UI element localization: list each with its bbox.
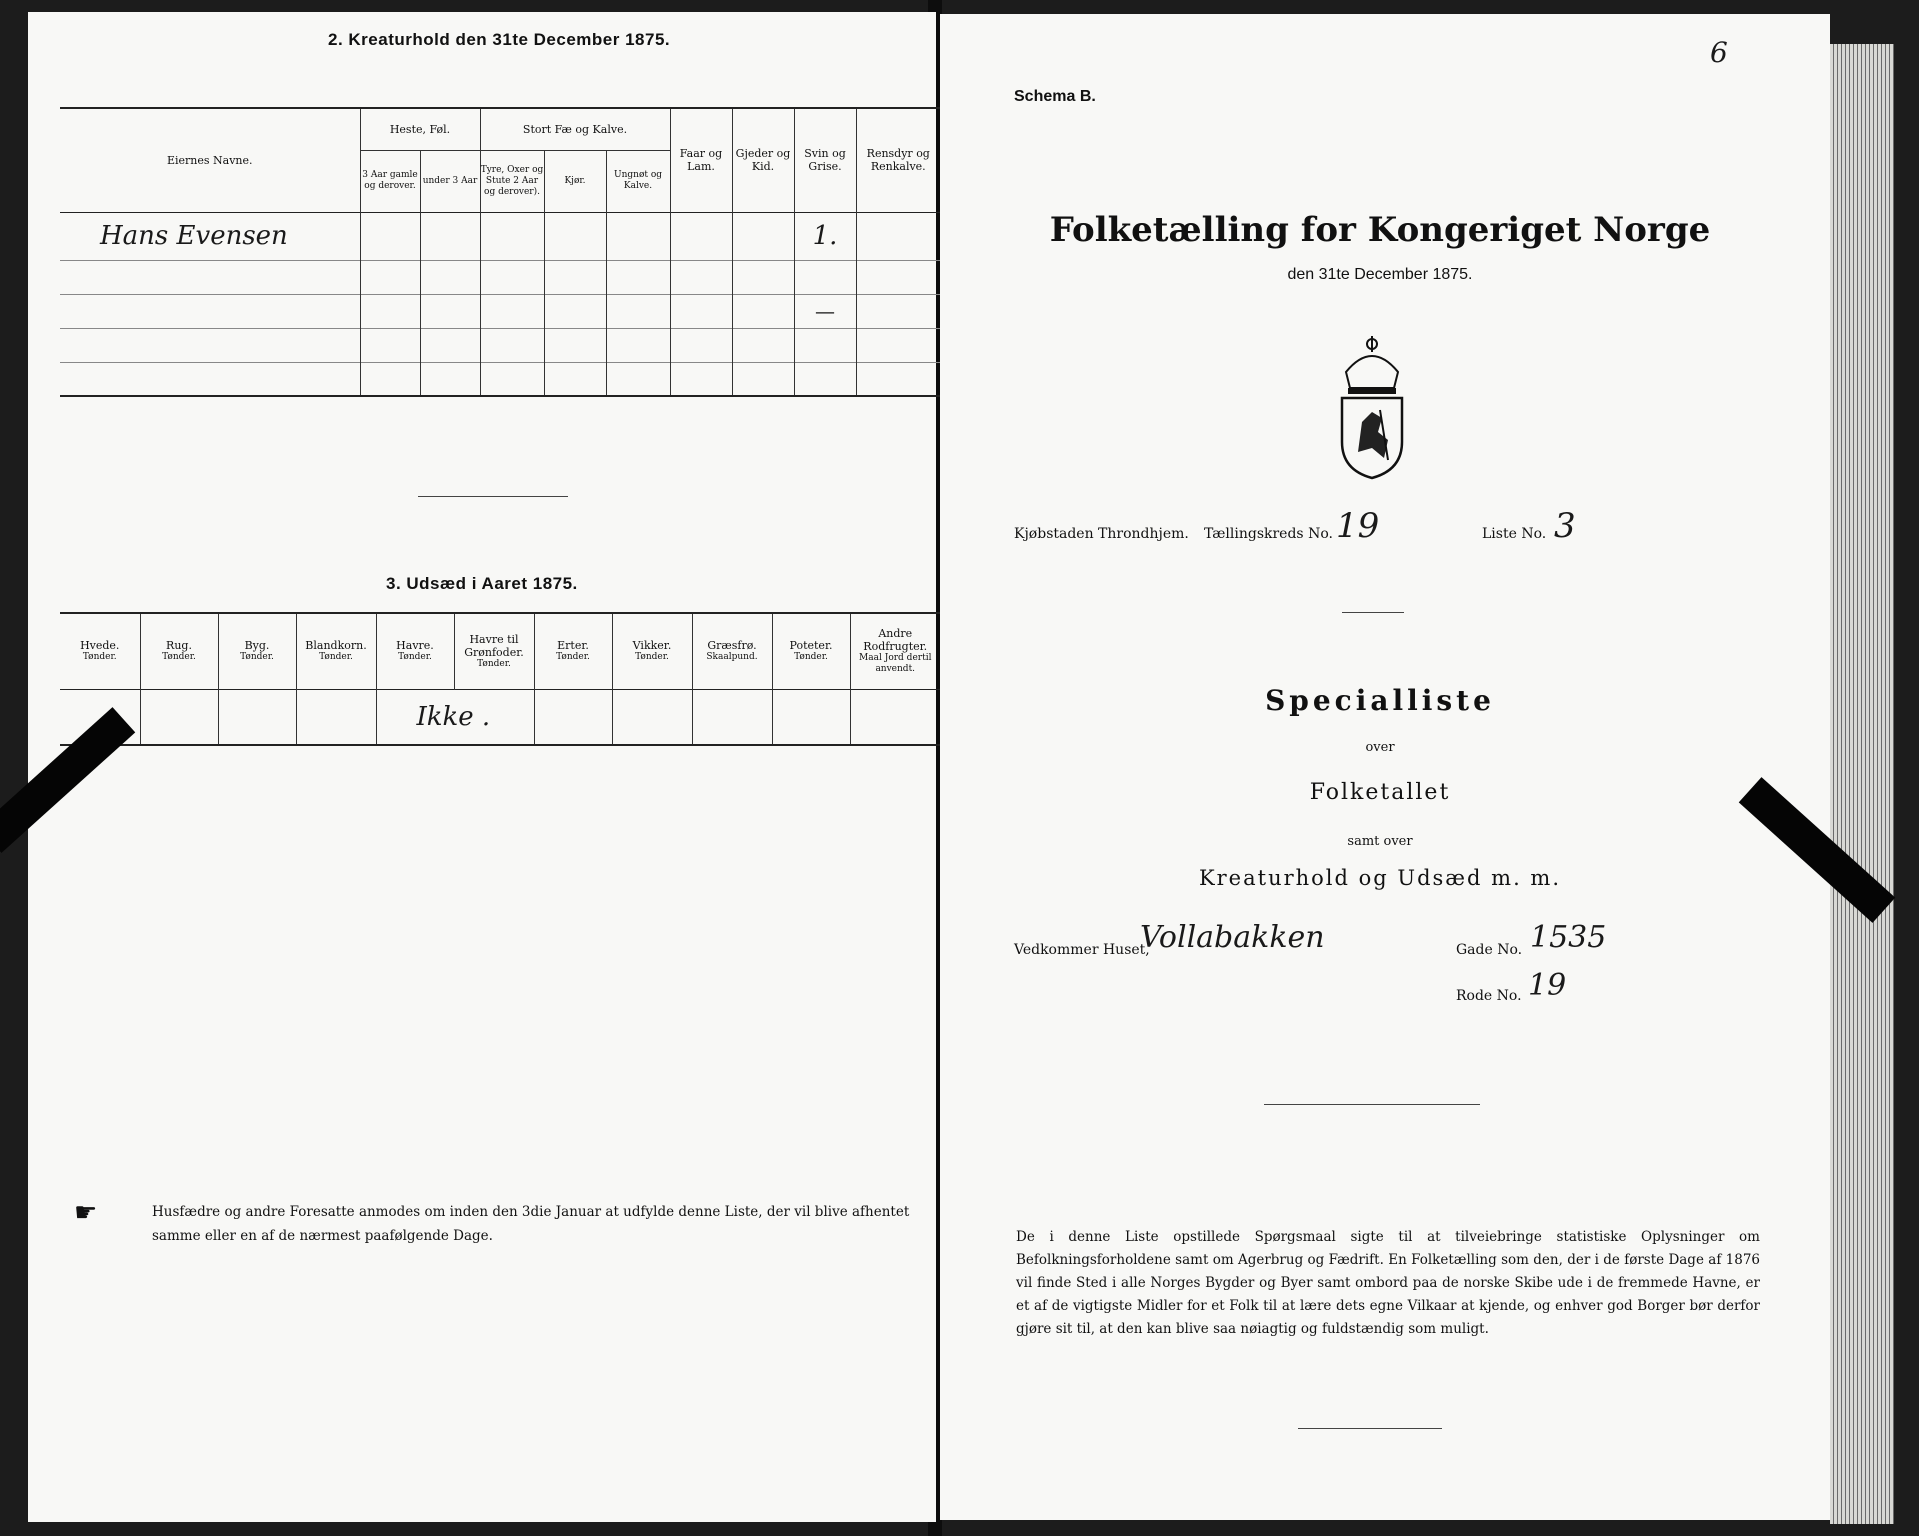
page-edges [1830,44,1894,1524]
schema-label: Schema B. [1014,88,1096,105]
col-poteter: Poteter. Tønder. [772,613,850,689]
specialliste-heading: Specialliste [1265,684,1495,717]
col-faar: Faar og Lam. [670,108,732,212]
left-page [28,12,936,1522]
vedkommer-value: Vollabakken [1140,920,1325,955]
over-label: over [1365,740,1395,755]
right-page [940,14,1830,1520]
intro-paragraph: De i denne Liste opstillede Spørgsmaal sigte til at tilveiebringe statistiske Oplysninger om Befolkningsforholdene samt om Agerbrug og Fædrift. En Folketælling som den, der i de første Dage af 1876 vil finde Sted i alle Norges Bygder og Byer samt ombord paa de norske Skibe ude i de fremmede Havne, er et af de vigtigste Midler for et Folk til at lære dets egne Vilkaar at kjende, og enhver god Borger bør derfor gjøre sit til, at den kan blive saa nøiagtig og fuldstændig som muligt. [1016,1229,1760,1337]
kjobstaden-label: Kjøbstaden Throndhjem. [1014,526,1189,542]
liste-label: Liste No. [1482,526,1547,542]
seed-table [60,612,940,746]
rode-label: Rode No. [1456,988,1522,1004]
gade-value: 1535 [1530,920,1607,955]
col-tyre: Tyre, Oxer og Stute 2 Aar og derover). [480,150,544,212]
col-owner-names: Eiernes Navne. [60,108,360,212]
col-erter: Erter. Tønder. [534,613,612,689]
livestock-row [60,294,940,328]
folketallet-label: Folketallet [1309,780,1451,805]
col-heste: Heste, Føl. [360,108,480,150]
main-title: Folketælling for Kongeriget Norge [1049,210,1711,250]
livestock-row [60,328,940,362]
svin-dash: — [794,294,856,328]
divider [1298,1428,1442,1429]
col-blandkorn: Blandkorn. Tønder. [296,613,376,689]
col-andre-rodfrugter: Andre Rodfrugter. Maal Jord dertil anvendt. [850,613,940,689]
col-stort: Stort Fæ og Kalve. [480,108,670,150]
taellingskreds-value: 19 [1336,506,1380,546]
section3-title: 3. Udsæd i Aaret 1875. [386,574,578,593]
kreaturhold-label: Kreaturhold og Udsæd m. m. [1198,866,1562,890]
samt-over-label: samt over [1347,834,1413,849]
gade-label: Gade No. [1456,942,1523,958]
divider [418,496,568,497]
livestock-row [60,362,940,396]
col-svin: Svin og Grise. [794,108,856,212]
col-rug: Rug. Tønder. [140,613,218,689]
rode-value: 19 [1528,968,1567,1003]
taellingskreds-label: Tællingskreds No. [1204,526,1333,542]
page-number: 6 [1710,36,1728,69]
divider [1342,612,1404,613]
seed-row [60,689,940,745]
col-graesfro: Græsfrø. Skaalpund. [692,613,772,689]
divider [1264,1104,1480,1105]
col-havre: Havre. Tønder. [376,613,454,689]
col-vikker: Vikker. Tønder. [612,613,692,689]
col-gjeder: Gjeder og Kid. [732,108,794,212]
seed-entry: Ikke . [416,701,491,732]
coat-of-arms-icon [1332,332,1412,482]
main-subtitle: den 31te December 1875. [1287,266,1473,283]
owner-name: Hans Evensen [100,221,288,251]
col-heste-under: under 3 Aar [420,150,480,212]
col-byg: Byg. Tønder. [218,613,296,689]
liste-value: 3 [1554,506,1576,546]
livestock-table [60,107,940,397]
col-ungnot: Ungnøt og Kalve. [606,150,670,212]
col-havre-gronfoder: Havre til Grønfoder. Tønder. [454,613,534,689]
col-rensdyr: Rensdyr og Renkalve. [856,108,940,212]
notice-text: Husfædre og andre Foresatte anmodes om inden den 3die Januar at udfylde denne Liste, der vil blive afhentet samme eller en af de nærmest paafølgende Dage. [152,1204,910,1244]
col-kjor: Kjør. [544,150,606,212]
svin-count: 1. [812,221,838,251]
col-heste-3aar: 3 Aar gamle og derover. [360,150,420,212]
section2-title: 2. Kreaturhold den 31te December 1875. [328,30,671,49]
vedkommer-label: Vedkommer Huset, [1014,942,1150,958]
pointing-hand-icon: ☛ [74,1198,98,1228]
livestock-row [60,260,940,294]
livestock-row [60,212,940,260]
col-hvede: Hvede. Tønder. [60,613,140,689]
